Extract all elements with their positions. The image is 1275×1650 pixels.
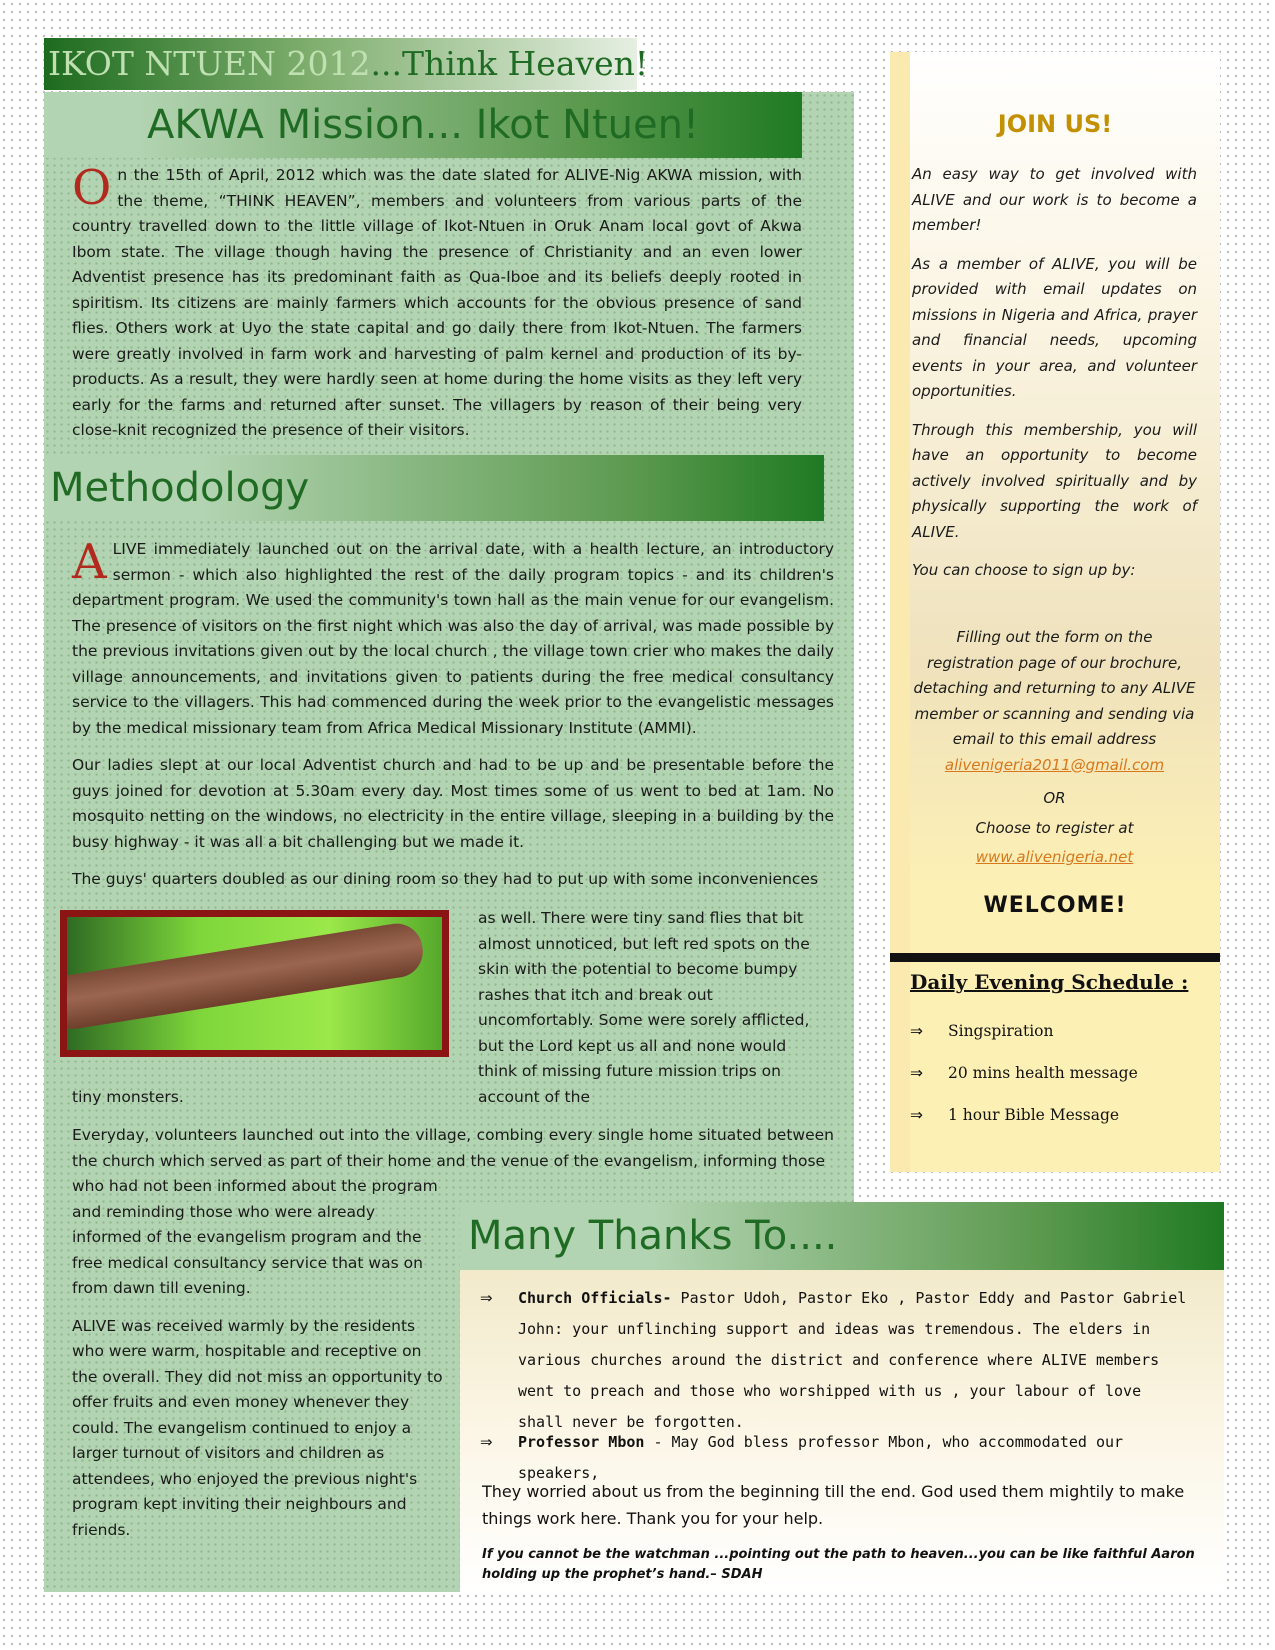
- thanks-heading: Many Thanks To....: [460, 1202, 1224, 1270]
- thanks-item-text: Pastor Udoh, Pastor Eko , Pastor Eddy and Pastor Gabriel John: your unflinching support and ideas was tremendous. The elders in various churches around the district and conference where ALIVE members went to preach and those who worshipped with us , your labour of love shall never be forgotten.: [518, 1289, 1187, 1431]
- join-paragraph-1: An easy way to get involved with ALIVE and our work is to become a member!: [912, 165, 1197, 234]
- join-paragraph-3: Through this membership, you will have an opportunity to become actively involved spiritually and by physically supporting the work of ALIVE.: [912, 420, 1197, 541]
- arrow-icon: ⇒: [480, 1289, 493, 1307]
- method-paragraph-1: LIVE immediately launched out on the arrival date, with a health lecture, an introductory sermon - which also highlighted the rest of the daily program topics - and its children's department program. We used the community's town hall as the main venue for our evangelism. The presence of visitors on the first night which was also the day of arrival, was made possible by the previous invitations given out by the local church , the village town crier who makes the daily village announcements, and invitations given to patients during the free medical consultancy service to the villagers. This had commenced during the week prior to the evangelistic messages by the medical missionary team from Africa Medical Missionary Institute (AMMI).: [72, 540, 834, 737]
- masthead-title: ...Think Heaven!: [370, 44, 649, 83]
- thanks-note: They worried about us from the beginning till the end. God used them mightily to make things work here. Thank you for your help.: [482, 1482, 1185, 1528]
- welcome-text: WELCOME!: [983, 893, 1127, 918]
- website-link[interactable]: www.alivenigeria.net: [975, 848, 1134, 866]
- arrow-icon: ⇒: [480, 1433, 493, 1451]
- thanks-item-text: - May God bless professor Mbon, who accommodated our speakers,: [518, 1433, 1124, 1482]
- method-paragraph-3-end: tiny monsters.: [72, 1088, 184, 1106]
- join-paragraph-4: You can choose to sign up by:: [912, 561, 1136, 579]
- email-link[interactable]: alivenigeria2011@gmail.com: [944, 755, 1165, 774]
- method-paragraph-5: ALIVE was received warmly by the residents who were warm, hospitable and receptive on the overall. They did not miss an opportunity to offer fruits and even money whenever they could. The evangelism continued to enjoy a larger turnout of visitors and children as attendees, who enjoyed the previous night's program kept inviting their neighbours and friends.: [72, 1316, 443, 1539]
- join-paragraph-2: As a member of ALIVE, you will be provided with email updates on missions in Nigeria and Africa, prayer and financial needs, upcoming events in your area, and volunteer opportunities.: [912, 254, 1197, 400]
- arrow-icon: ⇒: [910, 1064, 923, 1082]
- join-title: JOIN US!: [997, 110, 1113, 138]
- method-paragraph-3-rest: as well. There were tiny sand flies that bit almost unnoticed, but left red spots on the skin with the potential to become bumpy rashes that itch and break out uncomfortably. Some were sorely afflicted, but the Lord kept us all and none would think of missing future mission trips on account of the: [478, 909, 810, 1106]
- methodology-heading: Methodology: [44, 455, 824, 521]
- thanks-item-church-officials: [480, 1283, 1190, 1438]
- method-lower-column: [72, 1174, 444, 1555]
- schedule-title: Daily Evening Schedule :: [910, 970, 1189, 994]
- arm-rash-photo: [60, 910, 449, 1057]
- schedule-item: ⇒ Singspiration: [910, 1022, 1054, 1040]
- intro-text: n the 15th of April, 2012 which was the date slated for ALIVE-Nig AKWA mission, with the theme, “THINK HEAVEN”, members and volunteers from various parts of the country travelled down to the little village of Ikot-Ntuen in Oruk Anam local govt of Akwa Ibom state. The village though having the presence of Christianity and an even lower Adventist presence has its predominant faith as Qua-Iboe and its beliefs deeply rooted in spiritism. Its citizens are mainly farmers which accounts for the obvious presence of sand flies. Others work at Uyo the state capital and go daily there from Ikot-Ntuen. The farmers were greatly involved in farm work and harvesting of palm kernel and production of its by- products. As a result, they were hardly seen at home during the home visits as they left very early for the farms and returned after sunset. The villagers by reason of their being very close-knit recognized the presence of their visitors.: [72, 166, 802, 439]
- method-dropcap: A: [72, 534, 107, 590]
- masthead-prefix: IKOT NTUEN 2012: [48, 44, 371, 83]
- article-heading: AKWA Mission... Ikot Ntuen!: [44, 92, 802, 158]
- thanks-quote: If you cannot be the watchman ...pointing out the path to heaven...you can be like faithful Aaron holding up the prophet’s hand.– SDAH: [482, 1547, 1195, 1582]
- method-paragraph-3-lead: The guys' quarters doubled as our dining room so they had to put up with some inconveniences: [72, 870, 819, 888]
- schedule-item: ⇒ 20 mins health message: [910, 1064, 1138, 1082]
- intro-dropcap: O: [72, 160, 112, 216]
- join-signup-options: [912, 625, 1197, 871]
- thanks-item-name: Church Officials-: [518, 1289, 672, 1307]
- form-instructions: Filling out the form on the registration page of our brochure, detaching and returning to any ALIVE member or scanning and sending via email to this email address: [913, 628, 1196, 748]
- or-text: OR: [1043, 789, 1066, 807]
- photo-arm: [67, 920, 427, 1033]
- method-paragraph-4-rest: who had not been informed about the program and reminding those who were already informed of the evangelism program and the free medical consultancy service that was on from dawn till evening.: [72, 1177, 438, 1297]
- thanks-item-name: Professor Mbon: [518, 1433, 645, 1451]
- method-paragraph-4-lead: Everyday, volunteers launched out into the village, combing every single home situated between the church which served as part of their home and the venue of the evangelism, informing those: [72, 1126, 834, 1170]
- schedule-item: ⇒ 1 hour Bible Message: [910, 1106, 1120, 1124]
- method-paragraph-2: Our ladies slept at our local Adventist church and had to be up and be presentable before the guys joined for devotion at 5.30am every day. Most times some of us went to bed at 1am. No mosquito netting on the windows, no electricity in the entire village, sleeping in a building by the busy highway - it was all a bit challenging but we made it.: [72, 756, 834, 851]
- arrow-icon: ⇒: [910, 1106, 923, 1124]
- intro-section: [72, 160, 802, 456]
- arrow-icon: ⇒: [910, 1022, 923, 1040]
- divider: [890, 953, 1220, 962]
- methodology-section: [72, 534, 834, 893]
- sidebar-stripe: [890, 52, 910, 1172]
- masthead: [44, 38, 649, 90]
- register-text: Choose to register at: [975, 818, 1134, 837]
- photo-image: [67, 917, 442, 1050]
- join-body: [912, 162, 1197, 597]
